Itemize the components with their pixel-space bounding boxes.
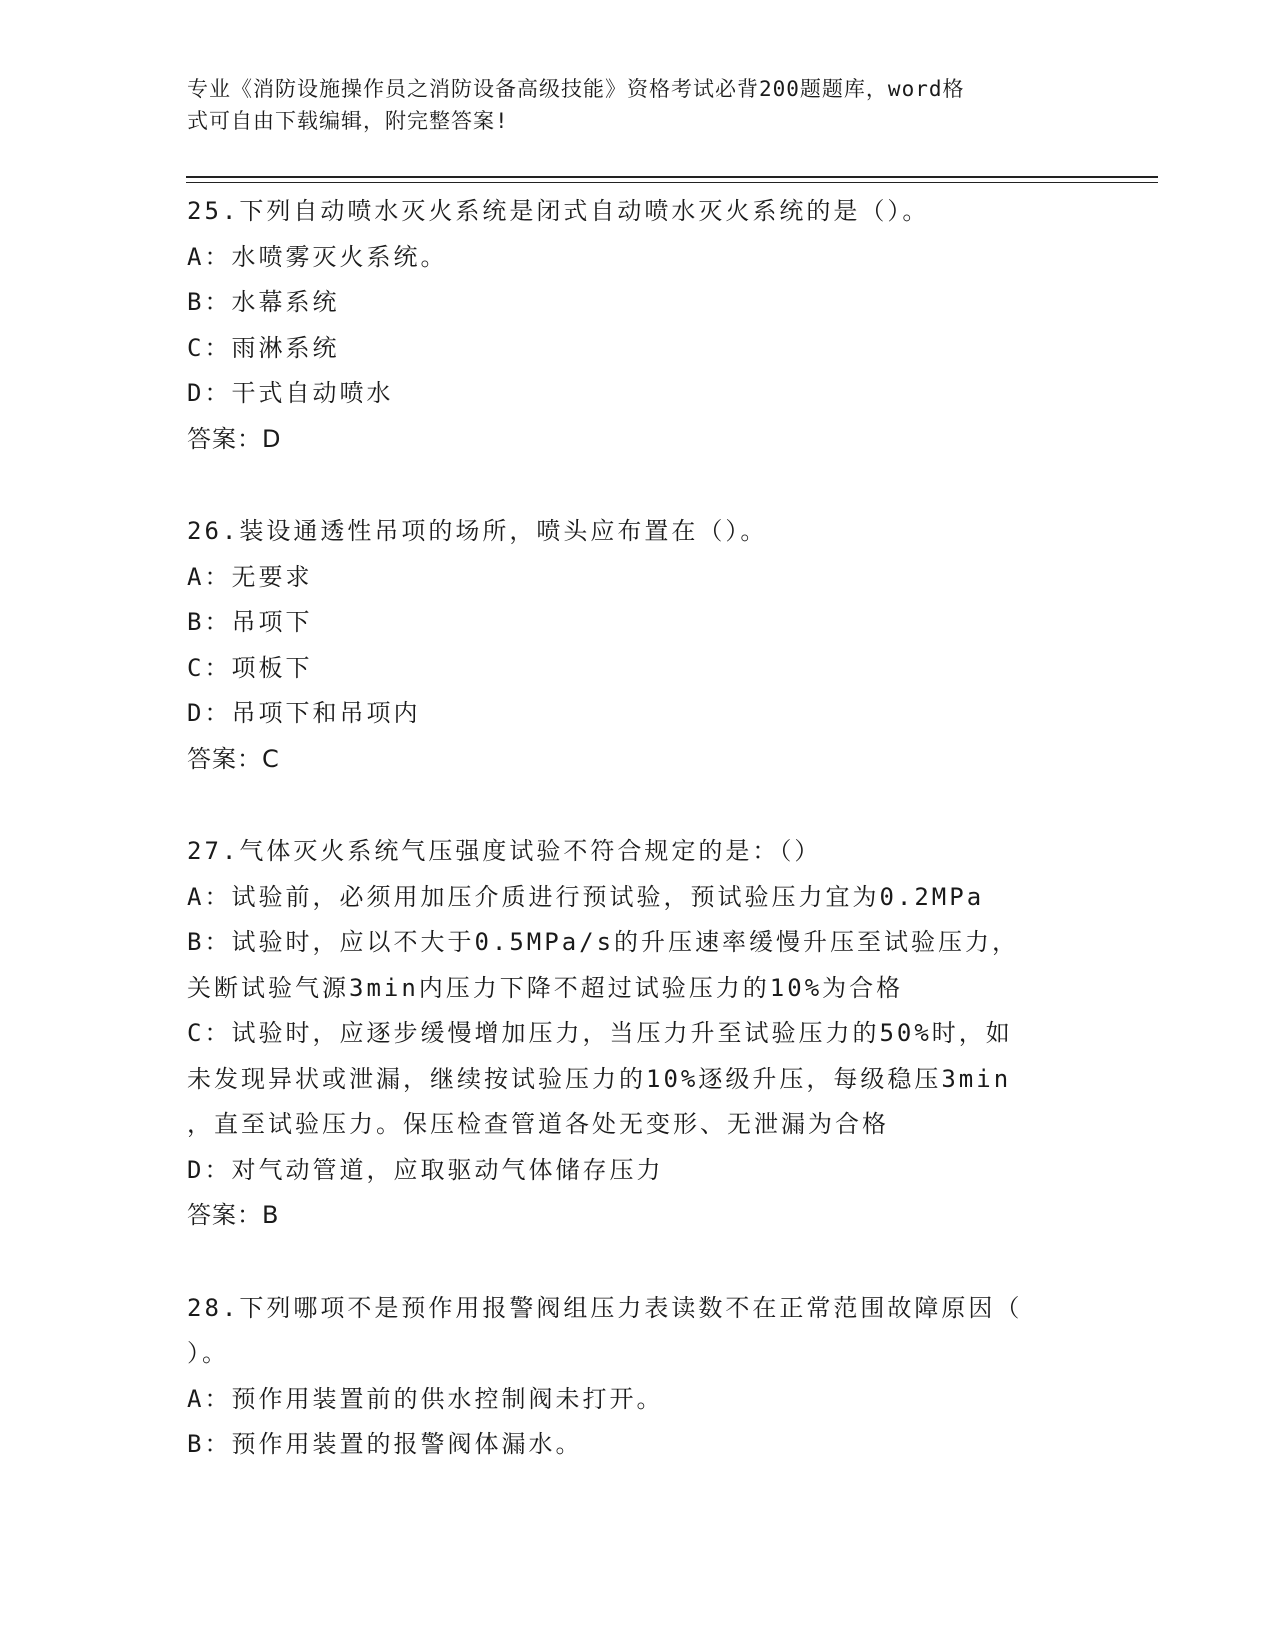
option-d: D：吊项下和吊项内: [187, 699, 421, 727]
question-text: 26.装设通透性吊项的场所，喷头应布置在（）。: [187, 517, 768, 545]
option-a: A：试验前，必须用加压介质进行预试验，预试验压力宜为0.2MPa: [187, 882, 985, 911]
option-a: A：水喷雾灭火系统。: [187, 242, 448, 271]
option-c-continued: ，直至试验压力。保压检查管道各处无变形、无泄漏为合格: [187, 1110, 889, 1138]
header-divider-thick: [186, 176, 1158, 178]
question-text: 28.下列哪项不是预作用报警阀组压力表读数不在正常范围故障原因（: [187, 1293, 1023, 1322]
option-c: C：雨淋系统: [187, 333, 340, 362]
answer-line: 答案：B: [187, 1201, 280, 1229]
question-item: [187, 189, 1087, 462]
option-c-continued: 未发现异状或泄漏，继续按试验压力的10%逐级升压，每级稳压3min: [187, 1064, 1012, 1093]
answer-line: 答案：D: [187, 424, 282, 453]
option-b: B：吊项下: [187, 608, 313, 636]
question-text-continued: ）。: [187, 1339, 229, 1367]
option-b: B：试验时，应以不大于0.5MPa/s的升压速率缓慢升压至试验压力，: [187, 928, 1020, 956]
option-d: D：干式自动喷水: [187, 379, 394, 407]
option-b: B：水幕系统: [187, 288, 340, 316]
question-text: 27.气体灭火系统气压强度试验不符合规定的是：（）: [187, 837, 822, 865]
question-item: [187, 1286, 1087, 1468]
option-a: A：预作用装置前的供水控制阀未打开。: [187, 1384, 664, 1413]
option-b: B：预作用装置的报警阀体漏水。: [187, 1430, 583, 1458]
option-b-continued: 关断试验气源3min内压力下降不超过试验压力的10%为合格: [187, 973, 904, 1002]
option-c: C：项板下: [187, 653, 313, 682]
question-item: [187, 509, 1087, 782]
question-text: 25.下列自动喷水灭火系统是闭式自动喷水灭火系统的是（）。: [187, 197, 930, 225]
question-item: [187, 829, 1087, 1239]
header-line-2: 式可自由下载编辑，附完整答案!: [187, 109, 509, 133]
answer-line: 答案：C: [187, 744, 280, 773]
question-spacer: [187, 462, 1087, 509]
question-spacer: [187, 1239, 1087, 1286]
option-c: C：试验时，应逐步缓慢增加压力，当压力升至试验压力的50%时，如: [187, 1019, 1013, 1047]
question-list: [187, 189, 1087, 1468]
option-a: A：无要求: [187, 562, 313, 591]
header-divider-thin: [186, 182, 1158, 183]
option-d: D：对气动管道，应取驱动气体储存压力: [187, 1155, 664, 1184]
document-header: [187, 73, 1067, 137]
header-line-1: 专业《消防设施操作员之消防设备高级技能》资格考试必背200题题库，word格: [187, 77, 965, 101]
question-spacer: [187, 782, 1087, 829]
